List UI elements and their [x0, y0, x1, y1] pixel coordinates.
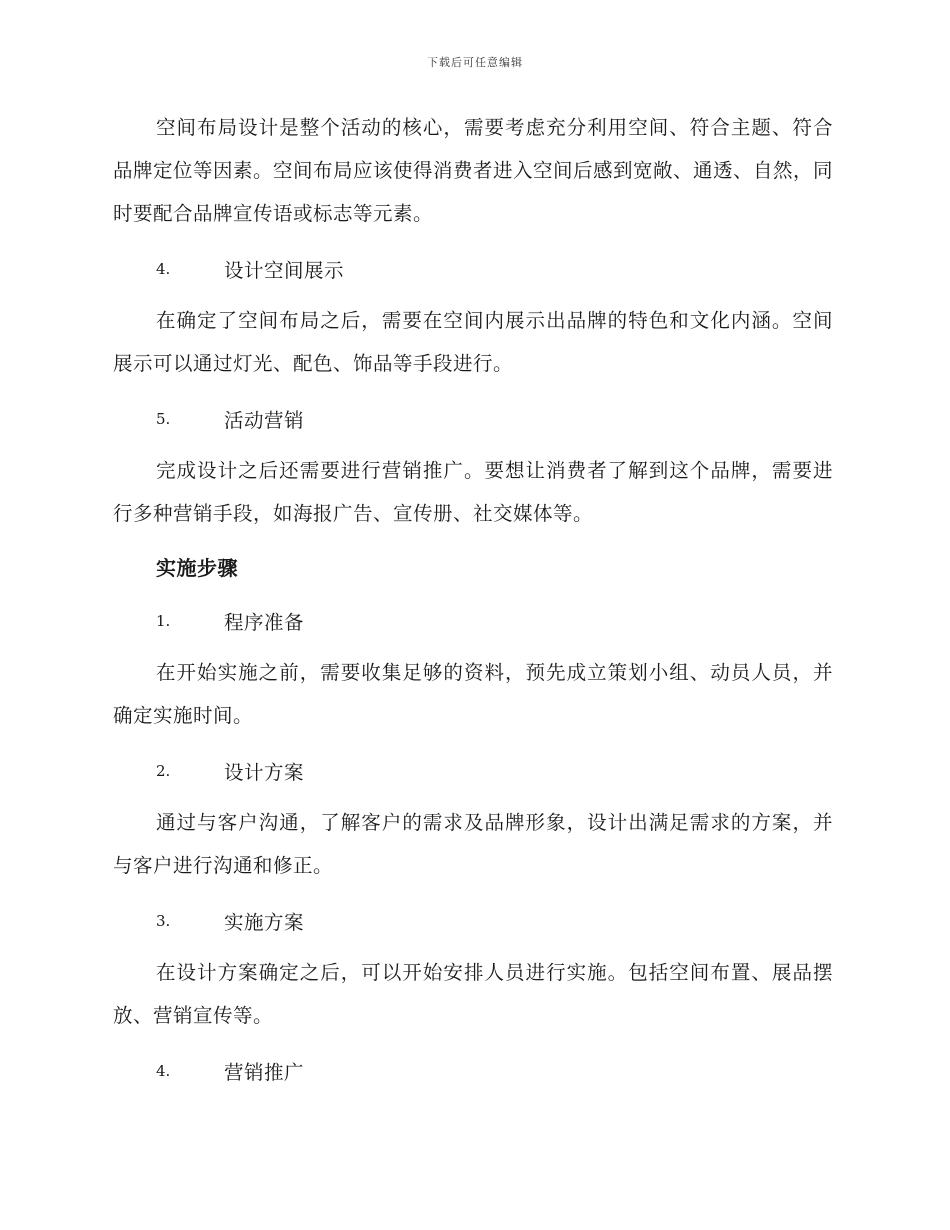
- paragraph-implementation: 在设计方案确定之后，可以开始安排人员进行实施。包括空间布置、展品摆放、营销宣传等。: [113, 961, 833, 1027]
- paragraph-space-display: 在确定了空间布局之后，需要在空间内展示出品牌的特色和文化内涵。空间展示可以通过灯光、配色、饰品等手段进行。: [113, 309, 833, 375]
- list-number: 3.: [156, 911, 171, 930]
- list-number: 1.: [156, 611, 171, 630]
- list-item-activity-marketing: [113, 397, 833, 440]
- list-number: 5.: [156, 409, 171, 428]
- list-item-design-plan: [113, 749, 833, 792]
- list-item-title: 设计方案: [224, 760, 305, 784]
- document-body: [113, 106, 833, 1101]
- paragraph-preparation: 在开始实施之前，需要收集足够的资料，预先成立策划小组、动员人员，并确定实施时间。: [113, 661, 833, 727]
- paragraph-marketing: 完成设计之后还需要进行营销推广。要想让消费者了解到这个品牌，需要进行多种营销手段，如海报广告、宣传册、社交媒体等。: [113, 459, 833, 525]
- list-item-implementation-plan: [113, 899, 833, 942]
- list-item-title: 程序准备: [224, 610, 305, 634]
- list-number: 4.: [156, 1061, 171, 1080]
- section-heading-implementation: 实施步骤: [156, 556, 238, 580]
- list-item-preparation: [113, 599, 833, 642]
- list-item-marketing-promotion: [113, 1049, 833, 1092]
- paragraph-space-layout: 空间布局设计是整个活动的核心，需要考虑充分利用空间、符合主题、符合品牌定位等因素。空间布局应该使得消费者进入空间后感到宽敞、通透、自然，同时要配合品牌宣传语或标志等元素。: [113, 116, 834, 225]
- list-item-title: 活动营销: [224, 408, 305, 432]
- paragraph-design-plan: 通过与客户沟通，了解客户的需求及品牌形象，设计出满足需求的方案，并与客户进行沟通和修正。: [113, 811, 833, 877]
- list-item-title: 实施方案: [224, 910, 305, 934]
- page-header: 下载后可任意编辑: [427, 56, 523, 69]
- list-item-title: 营销推广: [224, 1060, 305, 1084]
- list-number: 4.: [156, 259, 171, 278]
- list-item-title: 设计空间展示: [224, 258, 345, 282]
- list-item-design-space-display: [113, 247, 833, 290]
- list-number: 2.: [156, 761, 171, 780]
